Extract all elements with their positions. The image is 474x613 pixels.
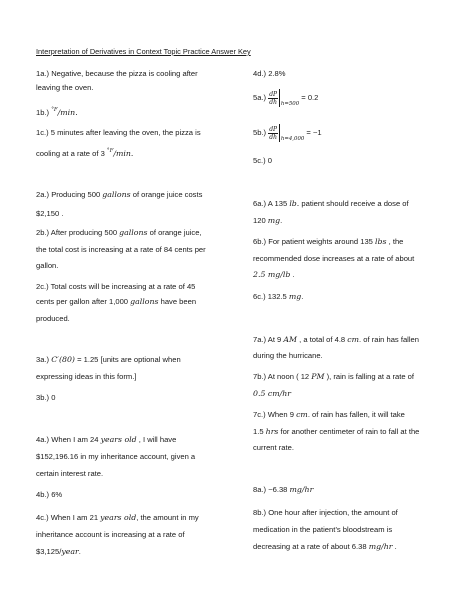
text: patient should receive a dose of — [299, 199, 409, 208]
answer-2a-line2: $2,150 . — [36, 209, 64, 218]
math: years old — [100, 513, 137, 522]
answer-2b-line3: gallon. — [36, 261, 59, 270]
answer-4c-line2: inheritance account is increasing at a rate of — [36, 530, 185, 539]
answer-2c-line2 — [36, 297, 196, 306]
evaluation-point: h=500 — [280, 101, 300, 107]
math: mg — [267, 216, 281, 225]
text: . — [392, 542, 397, 551]
denominator: dh — [269, 98, 277, 106]
answer-8a — [253, 485, 313, 494]
answer-6b-line2: recommended dose increases at a rate of about — [253, 254, 415, 263]
answer-7b-line2 — [253, 389, 291, 398]
text: = 1.25 [units are optional when — [74, 355, 181, 364]
answer-1a-line1: 1a.) Negative, because the pizza is cooling after — [36, 69, 198, 78]
answer-2a-line1 — [36, 190, 202, 199]
answer-8b-line1: 8b.) One hour after injection, the amount of — [253, 508, 398, 517]
label: 5b.) — [253, 128, 269, 137]
evaluation-bar — [279, 124, 280, 142]
text: . — [290, 270, 295, 279]
answer-4a-line2: $152,196.16 in my inheritance account, given a — [36, 452, 196, 461]
answer-1c-unit-top: °F — [106, 148, 114, 154]
page-title: Interpretation of Derivatives in Context Topic Practice Answer Key — [36, 47, 251, 56]
answer-4a-line1 — [36, 435, 176, 444]
math: years old — [100, 435, 137, 444]
answer-5b — [253, 123, 322, 149]
answer-1b-slash: / — [57, 108, 61, 117]
answer-1c-text: cooling at a rate of 3 — [36, 149, 107, 158]
text: 7c.) When 9 — [253, 410, 297, 419]
answer-8b-line2: medication in the patient’s bloodstream is — [253, 525, 393, 534]
answer-4d: 4d.) 2.8% — [253, 69, 286, 78]
numerator: dP — [269, 90, 278, 98]
text: 4a.) When I am 24 — [36, 435, 101, 444]
math: cm — [296, 410, 308, 419]
text: 4c.) When I am 21 — [36, 513, 101, 522]
text: 3a.) — [36, 355, 52, 364]
answer-7c-line1 — [253, 410, 405, 419]
answer-3a-line1 — [36, 355, 181, 364]
answer-8b-line3 — [253, 542, 397, 551]
answer-1a-line2: leaving the oven. — [36, 83, 94, 92]
math: mg/hr — [289, 485, 314, 494]
text: 7b.) At noon ( 12 — [253, 372, 312, 381]
answer-5c: 5c.) 0 — [253, 156, 272, 165]
answer-6b-line3 — [253, 270, 295, 279]
answer-7c-line2 — [253, 427, 419, 436]
numerator: dP — [269, 125, 278, 133]
answer-6a-line1 — [253, 199, 409, 208]
answer-4c-line3 — [36, 547, 81, 556]
math: C′(80) — [51, 355, 75, 364]
text: for another centimeter of rain to fall at the — [278, 427, 420, 436]
fraction — [268, 91, 278, 106]
text: 2a.) Producing 500 — [36, 190, 103, 199]
answer-7c-line3: current rate. — [253, 443, 294, 452]
math: year — [61, 547, 79, 556]
value: = ~1 — [304, 128, 322, 137]
answer-1c-unit-bottom: min. — [116, 149, 134, 158]
text: of orange juice costs — [130, 190, 203, 199]
fraction — [268, 126, 278, 141]
evaluation-point: h=4,000 — [280, 136, 305, 142]
text: ), rain is falling at a rate of — [324, 372, 414, 381]
text: 6a.) A 135 — [253, 199, 290, 208]
math: lbs — [375, 237, 387, 246]
text: 6c.) 132.5 — [253, 292, 289, 301]
answer-2c-line3: produced. — [36, 314, 70, 323]
answer-6b-line1 — [253, 237, 403, 246]
answer-1b-unit-top: °F — [51, 107, 58, 113]
math: mg/hr — [368, 542, 393, 551]
text: 2b.) After producing 500 — [36, 228, 120, 237]
text: 1.5 — [253, 427, 266, 436]
math: mg — [288, 292, 302, 301]
answer-4b: 4b.) 6% — [36, 490, 63, 499]
answer-1c-line1: 1c.) 5 minutes after leaving the oven, the pizza is — [36, 128, 201, 137]
text: of orange juice, — [147, 228, 202, 237]
answer-1c-line2 — [36, 147, 133, 158]
math: gallons — [102, 190, 131, 199]
answer-3b: 3b.) 0 — [36, 393, 56, 402]
text: , I will have — [136, 435, 177, 444]
text: $3,125/ — [36, 547, 62, 556]
answer-4c-line1 — [36, 513, 199, 522]
text: 6b.) For patient weights around 135 — [253, 237, 375, 246]
evaluation-bar — [279, 89, 280, 107]
value: = 0.2 — [299, 93, 319, 102]
denominator: dh — [269, 133, 277, 141]
math: PM — [311, 372, 325, 381]
math: 2.5 mg/lb — [253, 270, 291, 279]
answer-2b-line1 — [36, 228, 202, 237]
text: , the amount in my — [136, 513, 199, 522]
math: AM — [283, 335, 298, 344]
text: 120 — [253, 216, 268, 225]
answer-3a-line2: expressing ideas in this form.] — [36, 372, 137, 381]
math: hrs — [265, 427, 279, 436]
math: lb. — [289, 199, 300, 208]
math: gallons — [130, 297, 159, 306]
answer-1b-label: 1b.) — [36, 108, 52, 117]
text: . of rain has fallen — [359, 335, 419, 344]
answer-1b-unit-bottom: min. — [60, 108, 78, 117]
answer-1b — [36, 106, 78, 117]
text: , a total of 4.8 — [297, 335, 348, 344]
math: gallons — [119, 228, 148, 237]
text: decreasing at a rate of about 6.38 — [253, 542, 369, 551]
text: . — [78, 547, 81, 556]
text: 8a.) ~6.38 — [253, 485, 290, 494]
text: . of rain has fallen, it will take — [307, 410, 405, 419]
text: , the — [386, 237, 404, 246]
answer-5a — [253, 88, 318, 114]
answer-1c-slash: / — [113, 149, 116, 158]
answer-7a-line1 — [253, 335, 419, 344]
math: cm — [347, 335, 360, 344]
answer-7a-line2: during the hurricane. — [253, 351, 323, 360]
answer-2b-line2: the total cost is increasing at a rate of 84 cents per — [36, 245, 206, 254]
label: 5a.) — [253, 93, 269, 102]
answer-6a-line2 — [253, 216, 282, 225]
answer-4a-line3: certain interest rate. — [36, 469, 104, 478]
answer-7b-line1 — [253, 372, 414, 381]
answer-2c-line1: 2c.) Total costs will be increasing at a rate of 45 — [36, 282, 196, 291]
math: 0.5 cm/hr — [253, 389, 292, 398]
text: . — [301, 292, 304, 301]
text: cents per gallon after 1,000 — [36, 297, 131, 306]
text: . — [280, 216, 283, 225]
text: 7a.) At 9 — [253, 335, 284, 344]
text: have been — [158, 297, 197, 306]
answer-6c — [253, 292, 303, 301]
